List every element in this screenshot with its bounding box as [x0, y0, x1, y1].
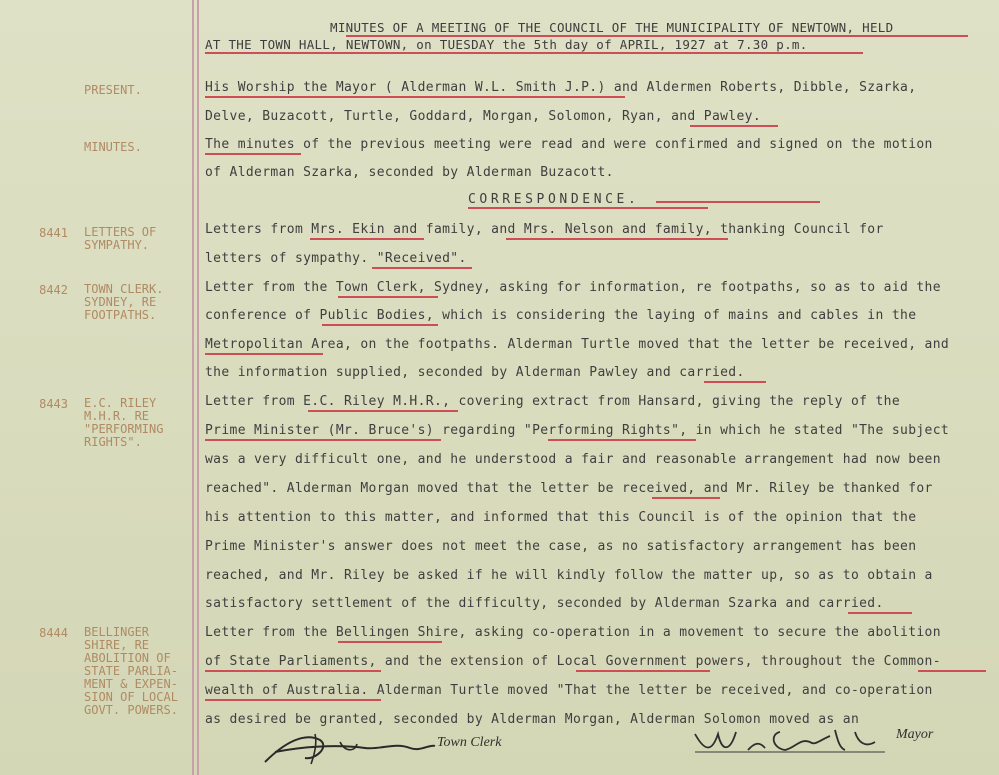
town-clerk-signature	[245, 722, 440, 772]
text-underline	[205, 439, 441, 441]
body-line: as desired be granted, seconded by Alderman Morgan, Alderman Solomon moved as an	[205, 712, 860, 727]
heading-underline	[656, 201, 820, 203]
title-line-1: MINUTES OF A MEETING OF THE COUNCIL OF THE MUNICIPALITY OF NEWTOWN, HELD	[330, 20, 894, 35]
body-line: Letter from the Town Clerk, Sydney, asking for information, re footpaths, so as to aid the	[205, 280, 941, 295]
text-underline	[848, 612, 912, 614]
text-underline	[690, 125, 778, 127]
text-underline	[205, 153, 301, 155]
body-line: His Worship the Mayor ( Alderman W.L. Smith J.P.) and Aldermen Roberts, Dibble, Szarka,	[205, 80, 917, 95]
text-underline	[310, 238, 424, 240]
body-line: reached". Alderman Morgan moved that the letter be received, and Mr. Riley be thanked for	[205, 481, 933, 496]
body-line: The minutes of the previous meeting were read and were confirmed and signed on the motion	[205, 137, 933, 152]
text-underline	[506, 238, 728, 240]
text-underline	[308, 410, 458, 412]
margin-rule	[192, 0, 194, 775]
body-line: of Alderman Szarka, seconded by Alderman Buzacott.	[205, 165, 614, 180]
text-underline	[205, 670, 381, 672]
mayor-label: Mayor	[896, 727, 934, 742]
body-line: conference of Public Bodies, which is considering the laying of mains and cables in the	[205, 308, 917, 323]
body-line: of State Parliaments, and the extension of Local Government powers, throughout the Common-	[205, 654, 941, 669]
body-line: Letter from the Bellingen Shire, asking co-operation in a movement to secure the abolition	[205, 625, 941, 640]
body-line: satisfactory settlement of the difficulty, seconded by Alderman Szarka and carried.	[205, 596, 884, 611]
body-line: Prime Minister (Mr. Bruce's) regarding "Performing Rights", in which he stated "The subject	[205, 423, 950, 438]
body-line: his attention to this matter, and informed that this Council is of the opinion that the	[205, 510, 917, 525]
margin-heading-footpaths: TOWN CLERK. SYDNEY, RE FOOTPATHS.	[84, 282, 164, 322]
text-underline	[652, 497, 720, 499]
body-line: Delve, Buzacott, Turtle, Goddard, Morgan, Solomon, Ryan, and Pawley.	[205, 109, 762, 124]
heading-underline	[468, 207, 708, 209]
margin-rule	[197, 0, 199, 775]
text-underline	[205, 96, 625, 98]
item-number: 8444	[39, 626, 68, 640]
town-clerk-label: Town Clerk	[437, 735, 502, 750]
text-underline	[372, 267, 472, 269]
body-line: was a very difficult one, and he understood a fair and reasonable arrangement had now been	[205, 452, 941, 467]
correspondence-heading: CORRESPONDENCE.	[468, 192, 640, 207]
text-underline	[338, 641, 442, 643]
body-line: wealth of Australia. Alderman Turtle moved "That the letter be received, and co-operation	[205, 683, 933, 698]
margin-heading-sympathy: LETTERS OF SYMPATHY.	[84, 225, 157, 252]
text-underline	[322, 324, 438, 326]
body-line: Prime Minister's answer does not meet the case, as no satisfactory arrangement has been	[205, 539, 917, 554]
body-line: Letters from Mrs. Ekin and family, and Mrs. Nelson and family, thanking Council for	[205, 222, 884, 237]
text-underline	[576, 670, 710, 672]
margin-heading-performing-rights: E.C. RILEY M.H.R. RE "PERFORMING RIGHTS".	[84, 396, 164, 449]
body-line: letters of sympathy. "Received".	[205, 251, 467, 266]
margin-heading-present: PRESENT.	[84, 83, 142, 97]
body-line: reached, and Mr. Riley be asked if he will kindly follow the matter up, so as to obtain a	[205, 568, 933, 583]
text-underline	[338, 296, 438, 298]
item-number: 8442	[39, 283, 68, 297]
text-underline	[548, 439, 696, 441]
text-underline	[704, 381, 766, 383]
body-line: Metropolitan Area, on the footpaths. Alderman Turtle moved that the letter be received, and	[205, 337, 950, 352]
text-underline	[205, 353, 323, 355]
item-number: 8443	[39, 397, 68, 411]
body-line: the information supplied, seconded by Alderman Pawley and carried.	[205, 365, 745, 380]
mayor-signature	[690, 712, 890, 762]
text-underline	[918, 670, 986, 672]
title-line-2: AT THE TOWN HALL, NEWTOWN, on TUESDAY the 5th day of APRIL, 1927 at 7.30 p.m.	[205, 37, 808, 52]
item-number: 8441	[39, 226, 68, 240]
title-underline	[205, 52, 863, 54]
text-underline	[205, 699, 381, 701]
body-line: Letter from E.C. Riley M.H.R., covering extract from Hansard, giving the reply of the	[205, 394, 901, 409]
margin-heading-minutes: MINUTES.	[84, 140, 142, 154]
margin-heading-bellingen: BELLINGER SHIRE, RE ABOLITION OF STATE PARLIA- MENT & EXPEN- SION OF LOCAL GOVT. POWERS.	[84, 625, 178, 717]
